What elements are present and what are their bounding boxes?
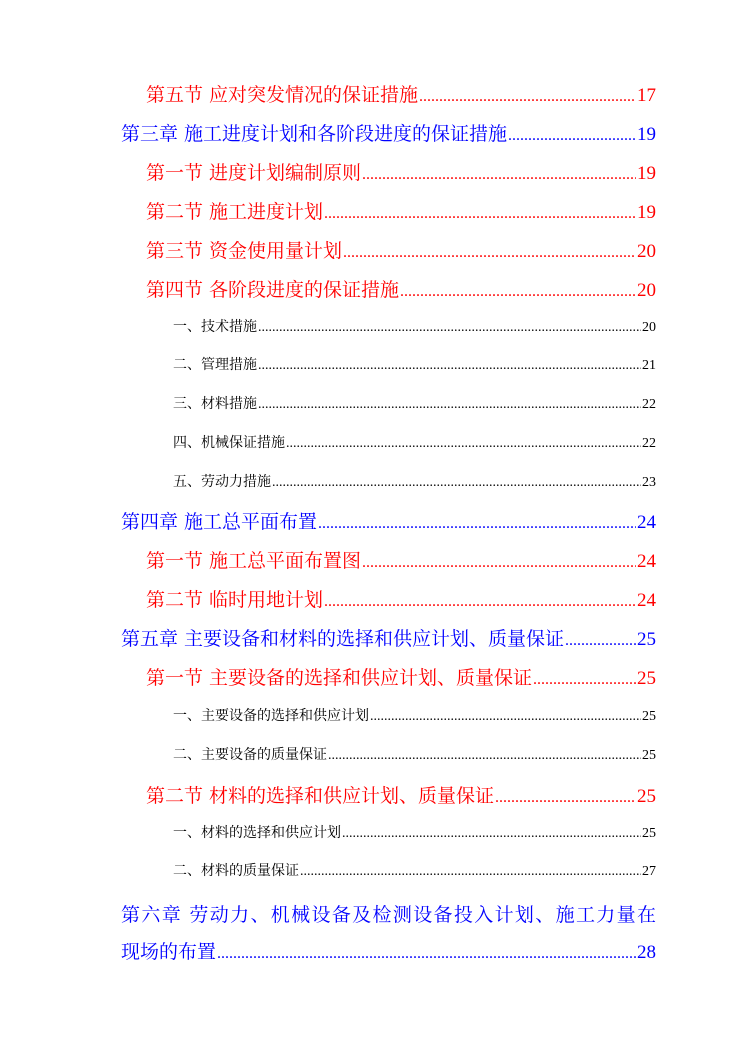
toc-entry-title: 第三节 资金使用量计划	[146, 240, 343, 262]
toc-entry-title: 二、管理措施	[173, 357, 257, 373]
toc-entry-title: 五、劳动力措施	[173, 474, 271, 490]
toc-page-number: 25	[642, 826, 656, 841]
dot-leader	[419, 88, 636, 106]
toc-entry-title: 第二节 临时用地计划	[146, 589, 324, 611]
toc-entry-title: 一、技术措施	[173, 319, 257, 335]
toc-page-number: 19	[637, 163, 656, 184]
toc-entry-title: 一、主要设备的选择和供应计划	[173, 708, 369, 724]
toc-item-entry[interactable]	[173, 393, 656, 413]
dot-leader	[258, 358, 641, 374]
toc-entry-title: 第五章 主要设备和材料的选择和供应计划、质量保证	[121, 628, 565, 650]
toc-section-entry[interactable]	[146, 80, 656, 106]
toc-entry-title: 三、材料措施	[173, 396, 257, 412]
toc-entry-title: 第三章 施工进度计划和各阶段进度的保证措施	[121, 123, 508, 145]
dot-leader	[258, 397, 641, 413]
toc-entry-title: 第五节 应对突发情况的保证措施	[146, 84, 419, 106]
dot-leader	[324, 593, 636, 611]
toc-page-number: 24	[637, 590, 656, 611]
dot-leader	[508, 127, 636, 145]
toc-item-entry[interactable]	[173, 705, 656, 725]
toc-entry-title: 第一节 施工总平面布置图	[146, 550, 362, 572]
dot-leader	[272, 475, 641, 491]
toc-entry-title: 二、主要设备的质量保证	[173, 747, 327, 763]
dot-leader	[328, 748, 641, 764]
toc-entry-title: 第四章 施工总平面布置	[121, 511, 318, 533]
toc-item-entry[interactable]	[173, 354, 656, 374]
dot-leader	[565, 632, 636, 650]
toc-chapter-entry[interactable]	[121, 119, 656, 145]
toc-page-number: 25	[637, 668, 656, 689]
toc-entry-title: 一、材料的选择和供应计划	[173, 825, 341, 841]
dot-leader	[286, 436, 641, 452]
toc-section-entry[interactable]	[146, 585, 656, 611]
toc-page-number: 19	[637, 202, 656, 223]
toc-chapter-entry[interactable]	[121, 624, 656, 650]
dot-leader	[217, 945, 636, 963]
toc-page-number: 22	[642, 397, 656, 412]
toc-page-number: 20	[637, 280, 656, 301]
toc-page-number: 24	[637, 512, 656, 533]
toc-item-entry[interactable]	[173, 432, 656, 452]
toc-entry-title: 第四节 各阶段进度的保证措施	[146, 279, 400, 301]
toc-page-number: 24	[637, 551, 656, 572]
toc-page-number: 20	[642, 320, 656, 335]
toc-page-number: 25	[642, 748, 656, 763]
toc-page-number: 17	[637, 85, 656, 106]
toc-chapter-entry[interactable]	[121, 507, 656, 533]
toc-section-entry[interactable]	[146, 546, 656, 572]
dot-leader	[318, 515, 636, 533]
toc-entry-title: 第一节 主要设备的选择和供应计划、质量保证	[146, 667, 533, 689]
dot-leader	[400, 283, 636, 301]
toc-page-number: 22	[642, 436, 656, 451]
toc-entry-title: 第二节 施工进度计划	[146, 201, 324, 223]
toc-section-entry[interactable]	[146, 275, 656, 301]
dot-leader	[324, 205, 636, 223]
toc-entry-title: 第二节 材料的选择和供应计划、质量保证	[146, 785, 495, 807]
dot-leader	[300, 864, 641, 880]
dot-leader	[343, 244, 636, 262]
toc-item-entry[interactable]	[173, 471, 656, 491]
toc-page-number: 19	[637, 124, 656, 145]
dot-leader	[533, 671, 636, 689]
toc-page-number: 21	[642, 358, 656, 373]
toc-section-entry[interactable]	[146, 158, 656, 184]
dot-leader	[362, 166, 636, 184]
dot-leader	[495, 789, 636, 807]
toc-page-number: 27	[642, 864, 656, 879]
toc-item-entry[interactable]	[173, 744, 656, 764]
toc-chapter-6-line1[interactable]: 第六章 劳动力、机械设备及检测设备投入计划、施工力量在	[121, 904, 656, 926]
toc-page-number: 25	[637, 786, 656, 807]
toc-chapter-6-line2[interactable]	[121, 937, 656, 963]
toc-entry-title: 四、机械保证措施	[173, 435, 285, 451]
toc-page-number: 25	[642, 709, 656, 724]
toc-section-entry[interactable]	[146, 663, 656, 689]
toc-entry-title: 现场的布置	[121, 941, 217, 963]
toc-page-number: 20	[637, 241, 656, 262]
toc-page-number: 25	[637, 629, 656, 650]
toc-item-entry[interactable]	[173, 860, 656, 880]
toc-page-number: 23	[642, 475, 656, 490]
toc-item-entry[interactable]	[173, 316, 656, 336]
toc-entry-title: 第一节 进度计划编制原则	[146, 162, 362, 184]
dot-leader	[362, 554, 636, 572]
toc-entry-title: 二、材料的质量保证	[173, 863, 299, 879]
toc-section-entry[interactable]	[146, 781, 656, 807]
toc-item-entry[interactable]	[173, 822, 656, 842]
dot-leader	[342, 826, 641, 842]
dot-leader	[258, 320, 641, 336]
dot-leader	[370, 709, 641, 725]
toc-section-entry[interactable]	[146, 197, 656, 223]
toc-section-entry[interactable]	[146, 236, 656, 262]
toc-page-number: 28	[637, 942, 656, 963]
